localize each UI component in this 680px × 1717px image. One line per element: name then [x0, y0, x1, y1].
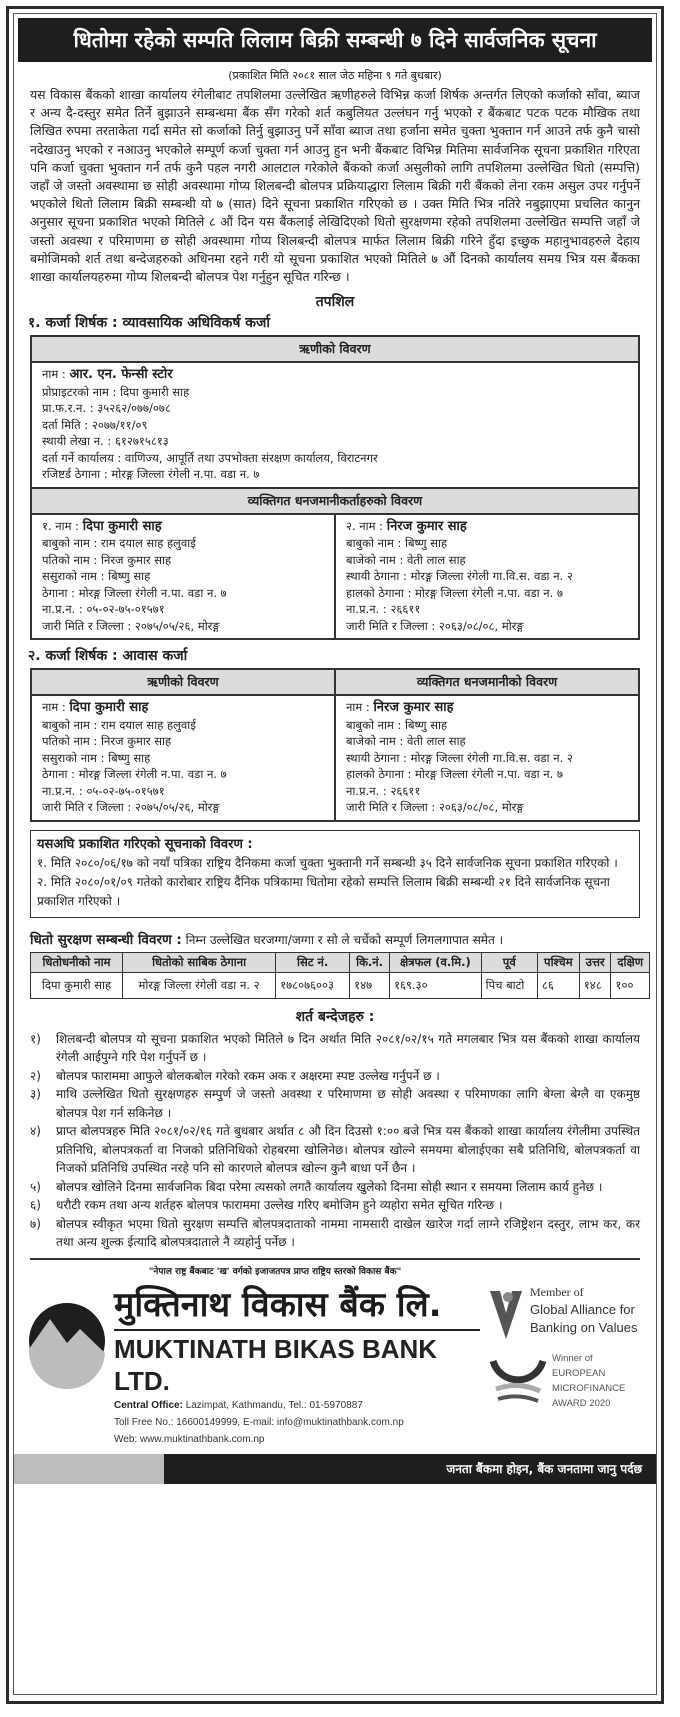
- detail-label: जारी मिति र जिल्ला: [346, 800, 428, 815]
- detail-row: १. नाम : दिपा कुमारी साह: [42, 518, 162, 534]
- bank-name-english: MUKTINATH BIKAS BANK LTD.: [114, 1333, 438, 1396]
- detail-label: बाबुको नाम: [42, 536, 90, 551]
- detail-value: ०५-०२-७५-०१५७१: [86, 602, 165, 617]
- detail-value: वेती लाल साह: [406, 552, 466, 567]
- detail-label: ठेगाना: [42, 585, 68, 600]
- detail-label: ना.प्र.न.: [346, 783, 380, 798]
- published-date: (प्रकाशित मिति २०८१ साल जेठ महिना ९ गते बुधबार): [228, 69, 442, 82]
- detail-value: २६६११: [390, 783, 421, 798]
- detail-value: राम दयाल साह हलुवाई: [101, 536, 196, 551]
- detail-value: २०६३/०८/०८, मोरङ्ग: [438, 618, 524, 633]
- award-line: Winner of: [552, 1352, 593, 1364]
- borrower-header: ऋणीको विवरण: [32, 670, 334, 694]
- term-number: ४): [30, 1124, 41, 1139]
- detail-row: जारी मिति र जिल्ला : २०६३/०८/०८, मोरङ्ग: [346, 618, 524, 633]
- term-number: २): [30, 1068, 41, 1083]
- detail-row: रजिष्टर्ड ठेगाना : मोरङ्ग जिल्ला रंगेली न.पा. वडा न. ७: [42, 467, 260, 482]
- website: Web: www.muktinathbank.com.np: [114, 1433, 265, 1445]
- detail-label: जारी मिति र जिल्ला: [42, 618, 124, 633]
- detail-label: बाजेको नाम: [346, 552, 396, 567]
- collateral-heading: धितो सुरक्षण सम्बन्धी विवरण :: [30, 931, 182, 948]
- previous-notice-item: २. मिति २०८०/०१/०९ गतेको कारोबार राष्ट्रिय दैनिक पत्रिकामा धितोमा रहेको सम्पत्ति लिलाम बिक्री सम्बन्धी २१ दिने सार्वजनिक सूचना प्रकाशित गरिएको ।: [37, 874, 610, 908]
- table-cell: १००: [611, 972, 650, 998]
- bank-logo-icon: [28, 1291, 106, 1391]
- term-text: प्राप्त बोलपत्रहरु मिति २०८१/०२/१६ गते बुधबार अर्थात ८ औ दिन दिउसो १:०० बजे भित्र यस बैंकको शाखा कार्यालय रंगेलीमा उपस्थित प्रतिनिधि, बोलपत्रकर्ता वा निजको प्रतिनिधिको रोहबरमा खोलिनेछ। बोलपत्र खोल्ने समयमा बोलाईएका सबै प्रतिनिधि, बोलपत्रकर्ता वा निजको प्रतिनिधि उपस्थित नरहे पनि सो कारणले बोलपत्र खोल्न कुनै बाधा पर्ने छैन ।: [56, 1124, 640, 1176]
- column-header: पूर्व: [481, 952, 537, 972]
- section2-box: [30, 668, 640, 822]
- detail-row: बाबुको नाम : राम दयाल साह हलुवाई: [42, 717, 196, 732]
- detail-rows: [32, 696, 334, 820]
- schedule-heading: तपशिल: [315, 294, 355, 311]
- award-logo-icon: [488, 1351, 548, 1411]
- gabv-logo-icon: [488, 1283, 524, 1343]
- detail-label: दर्ता मिति: [42, 417, 81, 432]
- detail-value: २०७५/०५/२६, मोरङ्ग: [134, 800, 220, 815]
- detail-row: ना.प्र.न. : २६६११: [346, 783, 421, 798]
- award-badge: [488, 1351, 648, 1411]
- detail-row: नाम : निरज कुमार साह: [346, 700, 454, 716]
- table-cell: १४८: [579, 972, 611, 998]
- term-text: शिलबन्दी बोलपत्र यो सूचना प्रकाशित भएको मितिले ७ दिन अर्थात मिति २०८१/०२/१५ गते मगलबार भित्र यस बैंकको शाखा कार्यालय रंगेली आईपुग्ने गरि पेश गर्नुपर्ने छ ।: [56, 1031, 640, 1065]
- column-header: सिट नं.: [276, 952, 350, 972]
- detail-label: नाम: [346, 700, 363, 715]
- detail-row: जारी मिति र जिल्ला : २०६३/०८/०८, मोरङ्ग: [346, 800, 524, 815]
- term-text: बोलपत्र फाराममा आफुले बोलकबोल गरेको रकम अक र अक्षरमा स्पष्ट उल्लेख गर्नुपर्ने छ ।: [56, 1068, 440, 1083]
- detail-row: ना.प्र.न. : २६६११: [346, 602, 421, 617]
- detail-row: नाम : आर. एन. फेन्सी स्टोर: [42, 367, 173, 383]
- detail-row: २. नाम : निरज कुमार साह: [346, 518, 467, 534]
- detail-label: ससुराको नाम: [42, 569, 97, 584]
- detail-row: ससुराको नाम : बिष्णु साह: [42, 569, 151, 584]
- gabv-line2: Banking on Values: [530, 1319, 638, 1335]
- section1-heading: १. कर्जा शिर्षक : व्यावसायिक अधिविकर्ष कर्जा: [28, 315, 271, 332]
- detail-label: स्थायी लेखा न.: [42, 434, 104, 449]
- detail-label: पतिको नाम: [42, 734, 90, 749]
- detail-label: ना.प्र.न.: [42, 602, 76, 617]
- bank-name-nepali: मुक्तिनाथ विकास बैंक लि.: [114, 1284, 442, 1325]
- detail-value: वेती लाल साह: [406, 734, 466, 749]
- detail-row: जारी मिति र जिल्ला : २०७५/०५/२६, मोरङ्ग: [42, 800, 220, 815]
- detail-row: स्थायी लेखा न. : ६१२७१५८१३: [42, 434, 169, 449]
- central-office-label: Central Office:: [114, 1399, 183, 1411]
- detail-value: मोरङ्ग जिल्ला रंगेली न.पा. वडा न. ७: [415, 585, 563, 600]
- detail-label: ठेगाना: [42, 767, 68, 782]
- detail-label: नाम: [42, 367, 59, 382]
- terms-heading: शर्त बन्देजहरु :: [295, 1008, 375, 1025]
- detail-value: वाणिज्य, आपूर्ति तथा उपभोक्ता संरक्षण कार्यालय, विराटनगर: [124, 450, 378, 465]
- detail-rows: [32, 515, 334, 639]
- term-item: [30, 1196, 640, 1215]
- detail-value: निरज कुमार साह: [386, 518, 467, 534]
- detail-value: मोरङ्ग जिल्ला रंगेली गा.वि.स. वडा न. २: [410, 750, 573, 765]
- guarantor-header: व्यक्तिगत धनजमानीको विवरण: [334, 670, 638, 694]
- detail-value: २६६११: [390, 602, 421, 617]
- term-item: [30, 1215, 640, 1252]
- guarantor-header: व्यक्तिगत धनजमानीकर्ताहरुको विवरण: [32, 487, 638, 515]
- detail-value: मोरङ्ग जिल्ला रंगेली गा.वि.स. वडा न. २: [410, 569, 573, 584]
- detail-value: मोरङ्ग जिल्ला रंगेली न.पा. वडा न. ७: [111, 467, 260, 482]
- detail-value: बिष्णु साह: [405, 717, 448, 732]
- gabv-line1: Global Alliance for: [530, 1301, 635, 1317]
- detail-label: बाबुको नाम: [346, 536, 394, 551]
- term-number: ३): [30, 1087, 41, 1102]
- notice-title: धितोमा रहेको सम्पति लिलाम बिक्री सम्बन्धी ७ दिने सार्वजनिक सूचना: [18, 18, 652, 62]
- previous-notices-heading: यसअघि प्रकाशित गरिएको सूचनाको विवरण :: [37, 836, 253, 852]
- detail-row: स्थायी ठेगाना : मोरङ्ग जिल्ला रंगेली गा.वि.स. वडा न. २: [346, 750, 573, 765]
- detail-label: १. नाम: [42, 518, 72, 533]
- table-cell: पिच बाटो: [481, 972, 537, 998]
- detail-value: दिपा कुमारी साह: [69, 700, 149, 716]
- detail-value: ०५-०२-७५-०१५७१: [86, 783, 165, 798]
- detail-row: ठेगाना : मोरङ्ग जिल्ला रंगेली न.पा. वडा न. ७: [42, 585, 227, 600]
- award-line: AWARD 2020: [552, 1397, 611, 1409]
- detail-row: नाम : दिपा कुमारी साह: [42, 700, 149, 716]
- detail-row: हालको ठेगाना : मोरङ्ग जिल्ला रंगेली न.पा. वडा न. ७: [346, 767, 563, 782]
- terms-list: [30, 1030, 640, 1252]
- detail-rows: [32, 363, 638, 487]
- detail-rows: [334, 515, 638, 639]
- detail-row: बाबुको नाम : बिष्णु साह: [346, 536, 448, 551]
- collateral-heading-line: [30, 930, 640, 948]
- central-office: Lazimpat, Kathmandu, Tel.: 01-5970887: [185, 1399, 363, 1411]
- detail-value: ६१२७१५८१३: [114, 434, 169, 449]
- borrower-header: ऋणीको विवरण: [32, 337, 638, 363]
- detail-value: बिष्णु साह: [108, 569, 151, 584]
- detail-label: बाजेको नाम: [346, 734, 396, 749]
- table-cell: १७८०७६००३: [276, 972, 350, 998]
- detail-value: मोरङ्ग जिल्ला रंगेली न.पा. वडा न. ७: [78, 585, 227, 600]
- detail-value: ३५२६२/०७७/०७८: [97, 401, 171, 416]
- table-cell: दिपा कुमारी साह: [31, 972, 123, 998]
- detail-label: ना.प्र.न.: [346, 602, 380, 617]
- collateral-table: [30, 952, 650, 999]
- term-number: १): [30, 1031, 41, 1046]
- intro-paragraph: यस विकास बैंकको शाखा कार्यालय रंगेलीबाट तपशिलमा उल्लेखित ऋणीहरुले विभिन्न कर्जा शिर्षक अन्तर्गत लिएको कर्जाको साँवा, ब्याज र अन्य दै-दस्तुर समेत तिर्ने बुझाउने सम्बन्धमा बैंक सँग गरेको शर्त कबुलियत उल्लंघन गर्नु भएको र बैंकबाट पटक पटक मौखिक तथा लिखित रुपमा तरताकेता गर्दा समेत सो कर्जाको तिर्नु बुझाउनु पर्ने साँवा ब्याज तथा हर्जाना समेत चुक्ता भुक्तान गर्न आउने तर्फ कुनै चासो नदेखाउनु भएको र नआउनु भएकोले सम्पूर्ण कर्जा चुक्ता गर्न आउनु हुन भनी बैंकबाट विभिन्न मितिमा सार्वजनिक सूचना प्रकाशित गरिएता पनि कर्जा चुक्ता भुक्तान गर्न तर्फ कुनै पहल नगरी आलटाल गरेकोले बैंकको कर्जा असुलीको लागि तपशिलमा उल्लेखित धितो (सम्पत्ति) जहाँ जे जस्तो अवस्थामा छ सोही अवस्थामा गोप्य शिलबन्दी बोलपत्र प्रक्रियाद्धारा लिलाम बिक्री गरी बैंकको लेना रकम असुल उपर गर्नुपर्ने भएकोले धितो लिलाम बिक्री सम्बन्धी यो ७ (सात) दिने सूचना प्रकाशित गरिएको छ । उक्त मिति भित्र नतिरे नबुझाएमा प्रचलित कानुन अनुसार सूचना प्रकाशित भएको मितिले ८ औं दिन यस बैंकलाई लेखिदिएको धितो सुरक्षणमा रहेको तपशिलमा उल्लेखित सम्पत्ति जहाँ जे जस्तो अवस्था र परिमाणमा छ सोही अवस्थामा गोप्य शिलबन्दी बोलपत्र मार्फत लिलाम बिक्री गरिने हुँदा इच्छुक महानुभावहरुले देहाय बमोजिमको शर्त तथा बन्देजहरुको अधिनमा रहने गरी यो सूचना प्रकाशित भएको मितिले ७ औं दिनको कार्यालय समय भित्र यस बैंकका शाखा कार्यालयहरुमा गोप्य शिलबन्दी बोलपत्र पेश गर्नुहुन सूचित गरिन्छ ।: [30, 87, 640, 285]
- table-cell: १४७: [350, 972, 390, 998]
- term-text: धरौटी रकम तथा अन्य शर्तहरु बोलपत्र फाराममा उल्लेख गरिए बमोजिम हुने व्यहोरा समेत सूचित गरिन्छ ।: [56, 1198, 503, 1213]
- bank-slogan: जनता बैंकमा होइन, बैंक जनतामा जानु पर्दछ: [164, 1454, 656, 1484]
- detail-value: बिष्णु साह: [108, 750, 151, 765]
- award-line: MICROFINANCE: [552, 1382, 626, 1394]
- detail-label: स्थायी ठेगाना: [346, 569, 400, 584]
- detail-row: स्थायी ठेगाना : मोरङ्ग जिल्ला रंगेली गा.वि.स. वडा न. २: [346, 569, 573, 584]
- term-text: माथि उल्लेखित धितो सुरक्षणहरु सम्पुर्ण जे जस्तो अवस्था र परिमाणमा छ सोही अवस्था र परिमाणका लागि बेग्ला बेग्लै वा एकमुष्ठ बोलपत्र पेश गर्न सकिनेछ ।: [56, 1087, 640, 1120]
- table-row: [31, 972, 650, 998]
- detail-label: बाबुको नाम: [42, 717, 90, 732]
- detail-row: पतिको नाम : निरज कुमार साह: [42, 552, 172, 567]
- notice-frame: [6, 6, 664, 1704]
- detail-label: नाम: [42, 700, 59, 715]
- member-of: Member of: [530, 1284, 584, 1299]
- term-number: ५): [30, 1179, 41, 1194]
- detail-row: बाजेको नाम : वेती लाल साह: [346, 552, 466, 567]
- detail-label: प्रा.फ.र.न.: [42, 401, 87, 416]
- detail-label: दर्ता गर्ने कार्यालय: [42, 450, 114, 465]
- column-header: धितोधनीको नाम: [31, 952, 123, 972]
- detail-row: पतिको नाम : निरज कुमार साह: [42, 734, 172, 749]
- collateral-subheading: निम्न उल्लेखित घरजग्गा/जग्गा र सो ले चर्चेको सम्पूर्ण लिगलगापात समेत ।: [185, 932, 504, 947]
- column-header: पश्चिम: [537, 952, 579, 972]
- previous-notices-box: [30, 830, 640, 918]
- detail-value: निरज कुमार साह: [100, 734, 172, 749]
- table-cell: १६९.३०: [390, 972, 482, 998]
- detail-label: स्थायी ठेगाना: [346, 750, 400, 765]
- detail-value: निरज कुमार साह: [373, 700, 454, 716]
- detail-label: बाबुको नाम: [346, 717, 394, 732]
- detail-row: ना.प्र.न. : ०५-०२-७५-०१५७१: [42, 602, 165, 617]
- bank-footer: [14, 1260, 656, 1484]
- detail-row: प्रोप्राइटरको नाम : दिपा कुमारी साह: [42, 384, 190, 399]
- column-header: कि.नं.: [350, 952, 390, 972]
- term-item: [30, 1067, 640, 1086]
- detail-row: बाजेको नाम : वेती लाल साह: [346, 734, 466, 749]
- term-number: ६): [30, 1198, 41, 1213]
- detail-label: जारी मिति र जिल्ला: [42, 800, 124, 815]
- slogan-bar-grey: [14, 1454, 164, 1484]
- detail-value: मोरङ्ग जिल्ला रंगेली न.पा. वडा न. ७: [415, 767, 563, 782]
- term-text: बोलपत्र खोलिने दिनमा सार्वजनिक बिदा परेमा त्यसको लगतै कार्यालय खुलेको दिनमा सोही स्थान र समयमा लिलाम कार्य हुनेछ ।: [56, 1179, 603, 1194]
- detail-row: प्रा.फ.र.न. : ३५२६२/०७७/०७८: [42, 401, 171, 416]
- column-header: उत्तर: [579, 952, 611, 972]
- term-item: [30, 1030, 640, 1067]
- column-header: क्षेत्रफल (व.मि.): [390, 952, 482, 972]
- column-header: दक्षिण: [611, 952, 650, 972]
- detail-label: प्रोप्राइटरको नाम: [42, 384, 109, 399]
- detail-row: ना.प्र.न. : ०५-०२-७५-०१५७१: [42, 783, 165, 798]
- bank-tagline: "नेपाल राष्ट्र बैंकबाट 'ख' वर्गको इजाजतपत्र प्राप्त राष्ट्रिय स्तरको विकास बैंक": [148, 1266, 402, 1277]
- detail-label: हालको ठेगाना: [346, 767, 404, 782]
- table-cell: ८६: [537, 972, 579, 998]
- detail-row: बाबुको नाम : राम दयाल साह हलुवाई: [42, 536, 196, 551]
- detail-label: २. नाम: [346, 518, 376, 533]
- detail-row: दर्ता गर्ने कार्यालय : वाणिज्य, आपूर्ति तथा उपभोक्ता संरक्षण कार्यालय, विराटनगर: [42, 450, 378, 465]
- detail-row: जारी मिति र जिल्ला : २०७५/०५/२६, मोरङ्ग: [42, 618, 220, 633]
- previous-notice-item: १. मिति २०८०/०६/१७ को नयाँ पत्रिका राष्ट्रिय दैनिकमा कर्जा चुक्ता भुक्तानी गर्ने सम्बन्धी ३५ दिने सार्वजनिक सूचना प्रकाशित गरिएको ।: [37, 855, 618, 870]
- column-header: धितोको साबिक ठेगाना: [123, 952, 276, 972]
- detail-row: ठेगाना : मोरङ्ग जिल्ला रंगेली न.पा. वडा न. ७: [42, 767, 227, 782]
- detail-label: ना.प्र.न.: [42, 783, 76, 798]
- term-text: बोलपत्र स्वीकृत भएमा धितो सुरक्षण सम्पत्ति बोलपत्रदाताको नाममा नामसारी दाखेल खारेज गर्दा लाग्ने रजिष्ट्रेशन दस्तुर, लाभ कर, कर तथा अन्य शुल्क ईत्यादि बोलपत्रदाताले नै व्यहोर्नु पर्नेछ ।: [56, 1216, 640, 1250]
- section1-borrower-box: [30, 335, 640, 640]
- detail-label: रजिष्टर्ड ठेगाना: [42, 467, 101, 482]
- detail-value: दिपा कुमारी साह: [82, 518, 162, 534]
- detail-value: दिपा कुमारी साह: [120, 384, 190, 399]
- detail-label: जारी मिति र जिल्ला: [346, 618, 428, 633]
- detail-value: २०७५/०५/२६, मोरङ्ग: [134, 618, 220, 633]
- term-item: [30, 1122, 640, 1178]
- award-line: EUROPEAN: [552, 1367, 606, 1379]
- detail-value: २०६३/०८/०८, मोरङ्ग: [438, 800, 524, 815]
- detail-row: हालको ठेगाना : मोरङ्ग जिल्ला रंगेली न.पा. वडा न. ७: [346, 585, 563, 600]
- section2-heading: २. कर्जा शिर्षक : आवास कर्जा: [28, 648, 188, 665]
- toll-free-email: Toll Free No.: 16600149999, E-mail: info@muktinathbank.com.np: [114, 1416, 404, 1428]
- detail-label: पतिको नाम: [42, 552, 90, 567]
- detail-value: निरज कुमार साह: [100, 552, 172, 567]
- detail-row: बाबुको नाम : बिष्णु साह: [346, 717, 448, 732]
- detail-value: आर. एन. फेन्सी स्टोर: [69, 367, 173, 383]
- detail-value: राम दयाल साह हलुवाई: [101, 717, 196, 732]
- detail-value: मोरङ्ग जिल्ला रंगेली न.पा. वडा न. ७: [78, 767, 227, 782]
- detail-row: ससुराको नाम : बिष्णु साह: [42, 750, 151, 765]
- detail-row: दर्ता मिति : २०७७/११/०९: [42, 417, 148, 432]
- term-item: [30, 1178, 640, 1197]
- detail-label: हालको ठेगाना: [346, 585, 404, 600]
- detail-value: बिष्णु साह: [405, 536, 448, 551]
- detail-label: ससुराको नाम: [42, 750, 97, 765]
- detail-rows: [334, 696, 638, 820]
- term-item: [30, 1085, 640, 1122]
- divider: [114, 1329, 480, 1331]
- table-cell: मोरङ्ग जिल्ला रंगेली वडा न. २: [123, 972, 276, 998]
- detail-value: २०७७/११/०९: [91, 417, 148, 432]
- gabv-badge: [488, 1283, 648, 1343]
- term-number: ७): [30, 1216, 41, 1231]
